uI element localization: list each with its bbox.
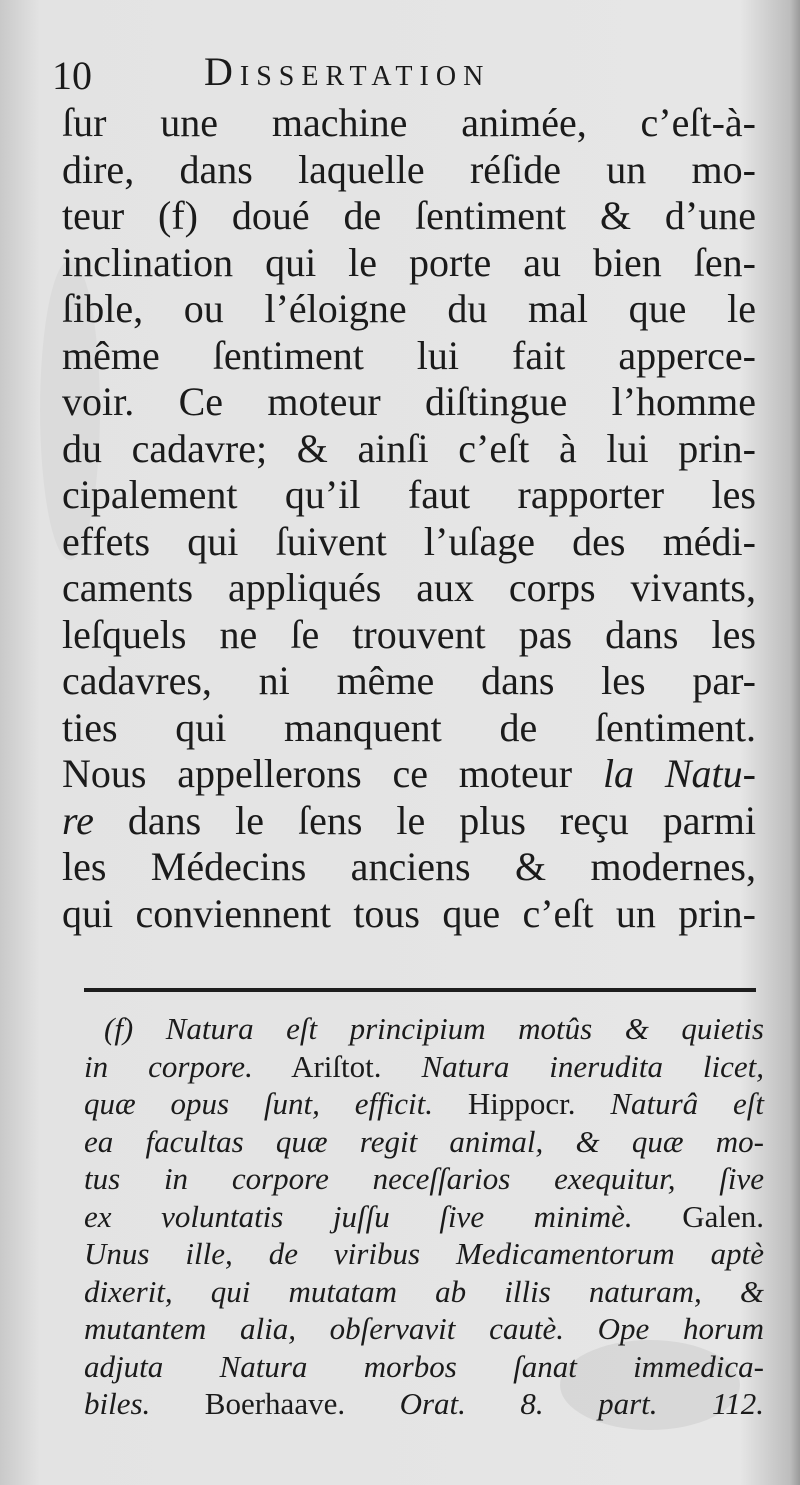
roman-text: Nous appellerons ce moteur — [62, 751, 603, 796]
italic-text: (f) Natura eſt principium motûs & quietis — [104, 1011, 764, 1046]
text-line — [62, 891, 756, 938]
roman-text: dire, dans laquelle réſide un mo- — [62, 146, 756, 192]
text-line — [62, 193, 756, 240]
roman-text: cipalement qu’il faut rapporter les — [62, 472, 756, 517]
roman-text: Hippocr. — [433, 1086, 611, 1121]
roman-text: cadavres, ni même dans les par- — [62, 658, 756, 703]
italic-text: re — [62, 797, 94, 843]
italic-text: adjuta Natura morbos ſanat immedica- — [84, 1348, 764, 1384]
italic-text: tus in corpore neceſſarios exequitur, ſive — [84, 1161, 764, 1196]
footnote-line — [84, 1235, 764, 1273]
text-line — [62, 100, 756, 147]
text-line — [62, 565, 756, 612]
roman-text: teur (f) doué de ſentiment & d’une — [62, 193, 756, 238]
text-line — [62, 426, 756, 473]
italic-text: Natura inerudita licet, — [421, 1048, 765, 1084]
roman-text: leſquels ne ſe trouvent pas dans les — [62, 611, 756, 657]
roman-text: ſur une machine animée, c’eſt-à- — [62, 100, 756, 145]
text-line — [62, 612, 756, 659]
roman-text: du cadavre; & ainſi c’eſt à lui prin- — [62, 425, 756, 471]
roman-text: Galen. — [632, 1198, 764, 1234]
italic-text: quæ opus ſunt, efficit. — [84, 1086, 434, 1121]
text-line — [62, 751, 756, 798]
running-title: Dissertation — [204, 49, 491, 94]
roman-text: ſible, ou l’éloigne du mal que le — [62, 286, 756, 331]
footnote-line — [84, 1310, 764, 1348]
text-line — [62, 147, 756, 194]
text-line — [62, 705, 756, 752]
italic-text: Unus ille, de viribus Medicamentorum aptè — [84, 1236, 764, 1271]
text-line — [62, 519, 756, 566]
footnote-line — [84, 1123, 764, 1161]
italic-text: ea facultas quæ regit animal, & quæ mo- — [84, 1123, 764, 1159]
italic-text: Orat. 8. part. 112. — [399, 1386, 764, 1421]
roman-text: inclination qui le porte au bien ſen- — [62, 239, 756, 285]
footnote-line — [84, 1010, 764, 1048]
footnote-line — [84, 1273, 764, 1311]
text-line — [62, 286, 756, 333]
roman-text: effets qui ſuivent l’uſage des médi- — [62, 518, 756, 564]
roman-text: les Médecins anciens & modernes, — [62, 844, 756, 889]
italic-text: la Natu- — [602, 751, 756, 796]
text-line — [62, 333, 756, 380]
roman-text: dans le ſens le plus reçu parmi — [93, 797, 756, 843]
footnote-rule — [84, 988, 756, 992]
text-line — [62, 472, 756, 519]
text-line — [62, 798, 756, 845]
roman-text: qui conviennent tous que c’eſt un prin- — [62, 890, 756, 936]
text-line — [62, 658, 756, 705]
page-number: 10 — [52, 53, 92, 98]
italic-text: mutantem alia, obſervavit cautè. Ope horum — [84, 1311, 764, 1346]
roman-text: voir. Ce moteur diſtingue l’homme — [62, 379, 756, 424]
footnote-line — [84, 1085, 764, 1123]
italic-text: in corpore. — [84, 1048, 253, 1084]
roman-text: ties qui manquent de ſentiment. — [62, 704, 756, 750]
footnote-line — [84, 1048, 764, 1086]
italic-text: dixerit, qui mutatam ab illis naturam, & — [84, 1273, 764, 1309]
roman-text: Ariſtot. — [252, 1048, 422, 1084]
footnote-line — [84, 1348, 764, 1386]
text-line — [62, 844, 756, 891]
footnote-line — [84, 1160, 764, 1198]
text-line — [62, 379, 756, 426]
italic-text: Naturâ eſt — [610, 1086, 764, 1121]
roman-text: Boerhaave. — [150, 1386, 400, 1421]
italic-text: ex voluntatis juſſu ſive minimè. — [84, 1198, 633, 1234]
text-line — [62, 240, 756, 287]
footnote-block — [84, 1010, 764, 1423]
roman-text: caments appliqués aux corps vivants, — [62, 565, 756, 610]
roman-text: même ſentiment lui fait apperce- — [62, 332, 756, 378]
body-text — [62, 100, 756, 937]
footnote-line — [84, 1198, 764, 1236]
italic-text: biles. — [84, 1386, 151, 1421]
page-header — [52, 48, 752, 104]
footnote-line — [84, 1385, 764, 1423]
